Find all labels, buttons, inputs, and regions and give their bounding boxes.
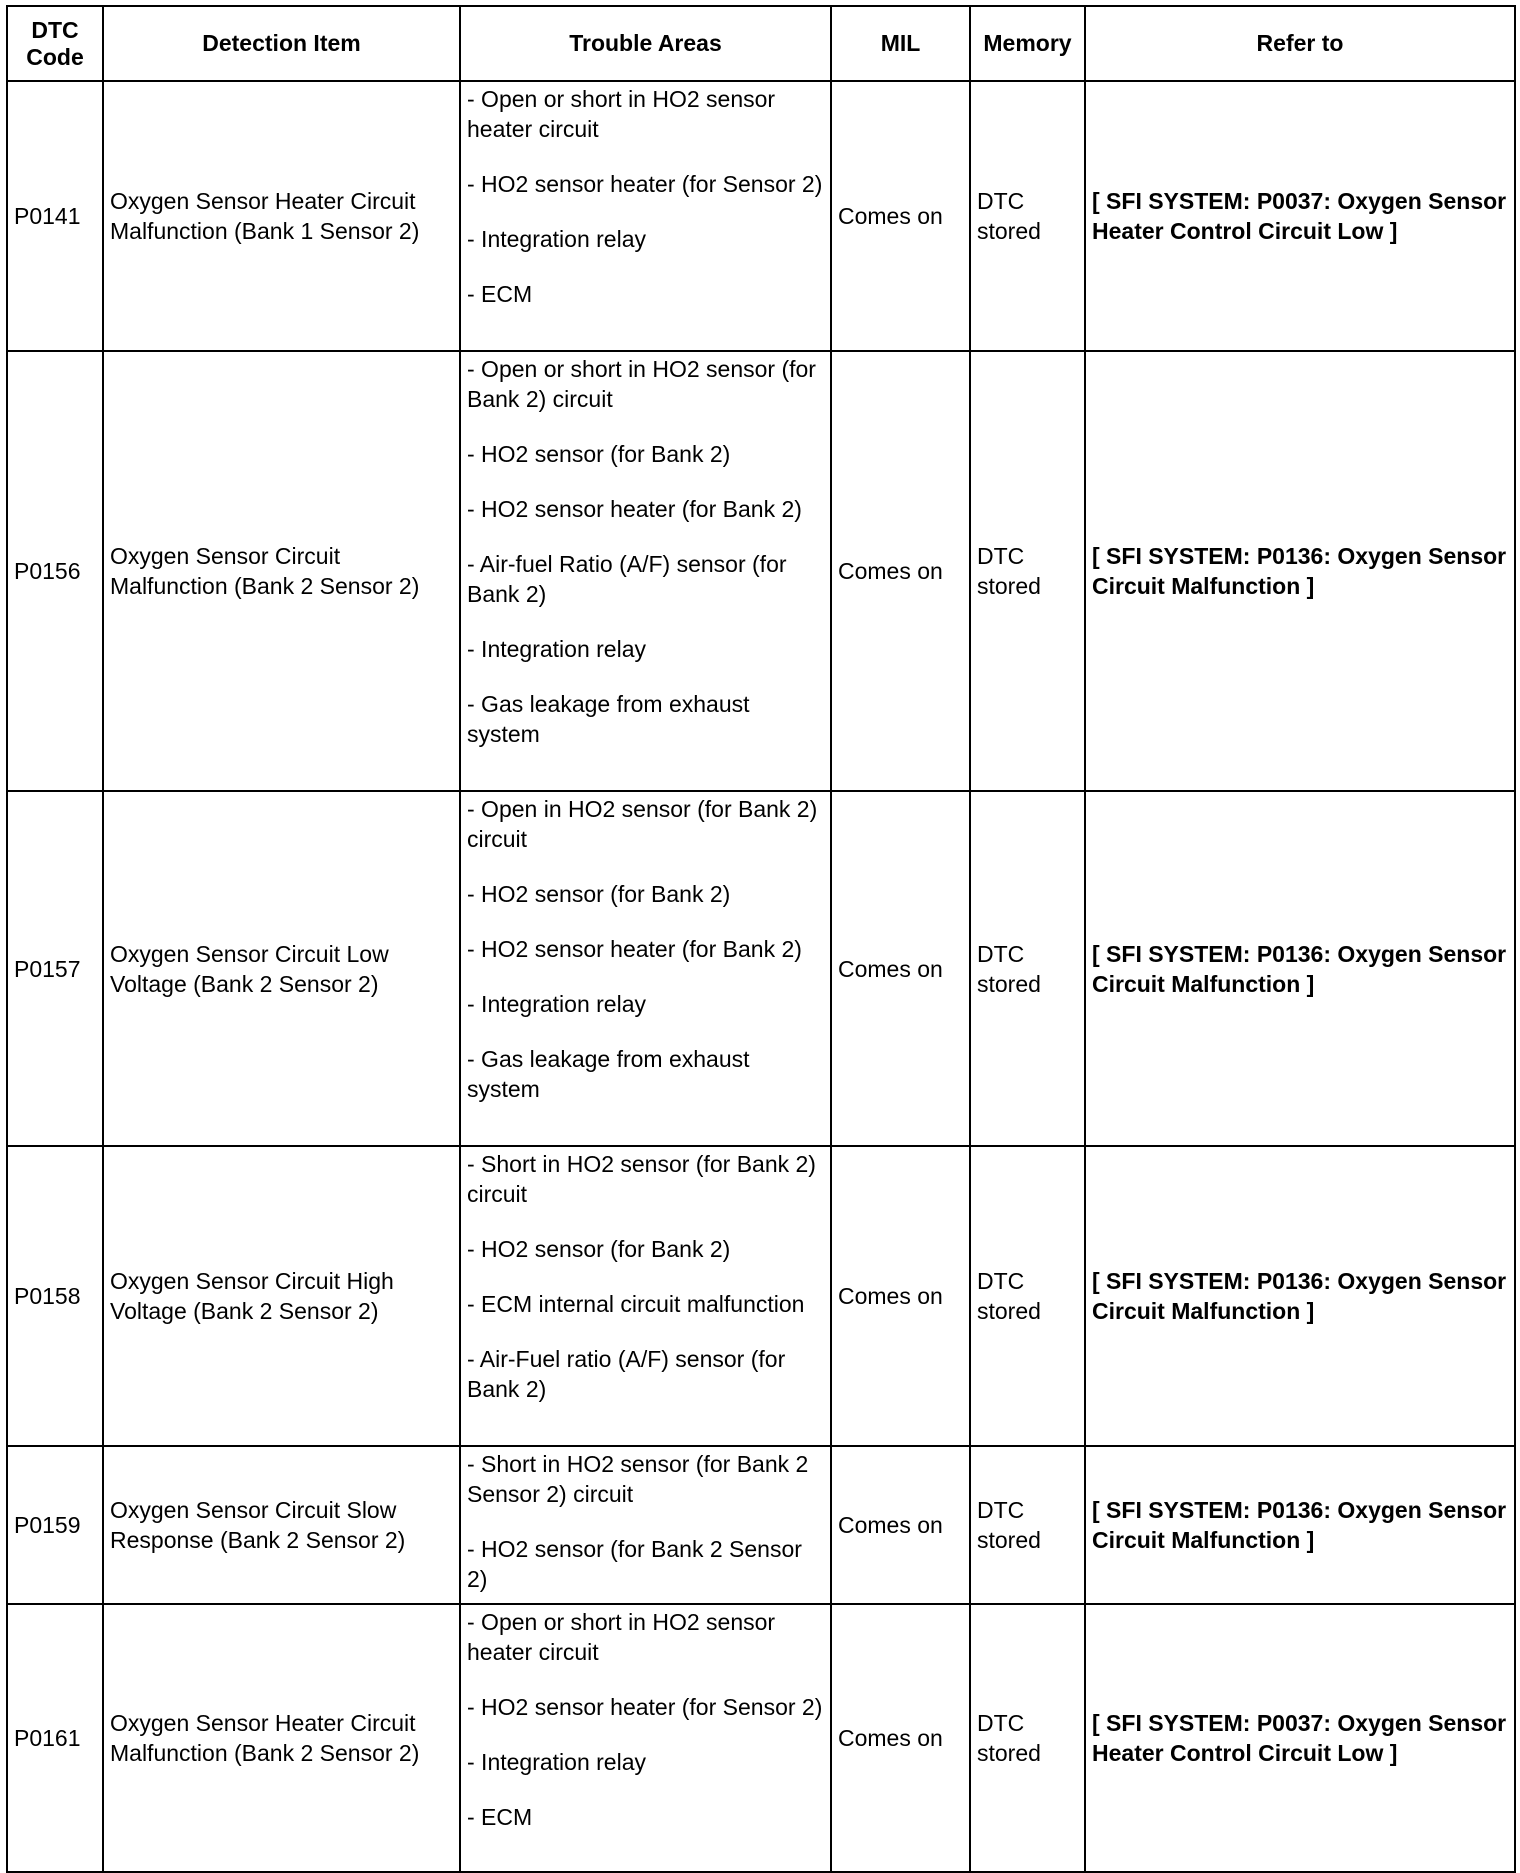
header-detection-item: Detection Item bbox=[103, 6, 460, 81]
mil-cell: Comes on bbox=[831, 351, 970, 791]
trouble-area-item: - HO2 sensor heater (for Sensor 2) bbox=[467, 1694, 823, 1720]
dtc-code-cell: P0157 bbox=[7, 791, 103, 1146]
trouble-area-item: - HO2 sensor heater (for Sensor 2) bbox=[467, 171, 823, 197]
header-memory: Memory bbox=[970, 6, 1085, 81]
mil-cell: Comes on bbox=[831, 791, 970, 1146]
trouble-areas-cell bbox=[460, 351, 831, 791]
trouble-areas-cell bbox=[460, 81, 831, 351]
trouble-area-item: - Integration relay bbox=[467, 1749, 646, 1775]
trouble-area-item: - HO2 sensor heater (for Bank 2) bbox=[467, 496, 802, 522]
mil-cell: Comes on bbox=[831, 1446, 970, 1604]
trouble-areas-cell bbox=[460, 1446, 831, 1604]
detection-item-cell: Oxygen Sensor Circuit High Voltage (Bank 2 Sensor 2) bbox=[103, 1146, 460, 1446]
memory-cell: DTC stored bbox=[970, 791, 1085, 1146]
detection-item-cell: Oxygen Sensor Heater Circuit Malfunction (Bank 2 Sensor 2) bbox=[103, 1604, 460, 1872]
mil-cell: Comes on bbox=[831, 81, 970, 351]
header-mil: MIL bbox=[831, 6, 970, 81]
table-row bbox=[7, 81, 1515, 351]
trouble-area-item: - HO2 sensor heater (for Bank 2) bbox=[467, 936, 802, 962]
trouble-area-item: - Air-fuel Ratio (A/F) sensor (for Bank 2) bbox=[467, 551, 787, 607]
refer-to-link[interactable]: [ SFI SYSTEM: P0136: Oxygen Sensor Circuit Malfunction ] bbox=[1085, 1446, 1515, 1604]
trouble-area-item: - Open or short in HO2 sensor heater circuit bbox=[467, 1609, 776, 1665]
trouble-area-item: - Short in HO2 sensor (for Bank 2) circuit bbox=[467, 1151, 816, 1207]
table-row bbox=[7, 351, 1515, 791]
trouble-areas-cell bbox=[460, 791, 831, 1146]
trouble-area-item: - ECM bbox=[467, 1804, 533, 1830]
dtc-code-cell: P0156 bbox=[7, 351, 103, 791]
trouble-area-item: - HO2 sensor (for Bank 2) bbox=[467, 1236, 731, 1262]
trouble-area-item: - ECM internal circuit malfunction bbox=[467, 1291, 805, 1317]
trouble-area-item: - Integration relay bbox=[467, 636, 646, 662]
refer-to-link[interactable]: [ SFI SYSTEM: P0037: Oxygen Sensor Heater Control Circuit Low ] bbox=[1085, 81, 1515, 351]
table-row bbox=[7, 1146, 1515, 1446]
trouble-areas-cell bbox=[460, 1604, 831, 1872]
dtc-table bbox=[6, 5, 1516, 1873]
mil-cell: Comes on bbox=[831, 1146, 970, 1446]
detection-item-cell: Oxygen Sensor Heater Circuit Malfunction (Bank 1 Sensor 2) bbox=[103, 81, 460, 351]
detection-item-cell: Oxygen Sensor Circuit Low Voltage (Bank 2 Sensor 2) bbox=[103, 791, 460, 1146]
trouble-area-item: - Gas leakage from exhaust system bbox=[467, 1046, 750, 1102]
trouble-area-item: - Integration relay bbox=[467, 226, 646, 252]
trouble-area-item: - Integration relay bbox=[467, 991, 646, 1017]
refer-to-link[interactable]: [ SFI SYSTEM: P0136: Oxygen Sensor Circuit Malfunction ] bbox=[1085, 791, 1515, 1146]
table-row bbox=[7, 791, 1515, 1146]
table-row bbox=[7, 1604, 1515, 1872]
trouble-area-item: - HO2 sensor (for Bank 2) bbox=[467, 441, 731, 467]
detection-item-cell: Oxygen Sensor Circuit Slow Response (Bank 2 Sensor 2) bbox=[103, 1446, 460, 1604]
trouble-area-item: - Short in HO2 sensor (for Bank 2 Sensor 2) circuit bbox=[467, 1451, 809, 1507]
detection-item-cell: Oxygen Sensor Circuit Malfunction (Bank 2 Sensor 2) bbox=[103, 351, 460, 791]
trouble-area-item: - Open or short in HO2 sensor heater circuit bbox=[467, 86, 776, 142]
memory-cell: DTC stored bbox=[970, 1604, 1085, 1872]
header-row bbox=[7, 6, 1515, 81]
refer-to-link[interactable]: [ SFI SYSTEM: P0037: Oxygen Sensor Heater Control Circuit Low ] bbox=[1085, 1604, 1515, 1872]
memory-cell: DTC stored bbox=[970, 1146, 1085, 1446]
refer-to-link[interactable]: [ SFI SYSTEM: P0136: Oxygen Sensor Circuit Malfunction ] bbox=[1085, 1146, 1515, 1446]
trouble-area-item: - Air-Fuel ratio (A/F) sensor (for Bank 2) bbox=[467, 1346, 786, 1402]
trouble-area-item: - Gas leakage from exhaust system bbox=[467, 691, 750, 747]
trouble-area-item: - ECM bbox=[467, 281, 533, 307]
table-body bbox=[7, 81, 1515, 1872]
dtc-code-cell: P0141 bbox=[7, 81, 103, 351]
trouble-area-item: - HO2 sensor (for Bank 2) bbox=[467, 881, 731, 907]
header-trouble-areas: Trouble Areas bbox=[460, 6, 831, 81]
table-row bbox=[7, 1446, 1515, 1604]
trouble-area-item: - Open in HO2 sensor (for Bank 2) circuit bbox=[467, 796, 818, 852]
dtc-code-cell: P0158 bbox=[7, 1146, 103, 1446]
dtc-code-cell: P0161 bbox=[7, 1604, 103, 1872]
memory-cell: DTC stored bbox=[970, 81, 1085, 351]
memory-cell: DTC stored bbox=[970, 1446, 1085, 1604]
trouble-areas-cell bbox=[460, 1146, 831, 1446]
dtc-table-container bbox=[6, 5, 1514, 1873]
dtc-code-cell: P0159 bbox=[7, 1446, 103, 1604]
memory-cell: DTC stored bbox=[970, 351, 1085, 791]
refer-to-link[interactable]: [ SFI SYSTEM: P0136: Oxygen Sensor Circuit Malfunction ] bbox=[1085, 351, 1515, 791]
header-dtc-code: DTC Code bbox=[7, 6, 103, 81]
mil-cell: Comes on bbox=[831, 1604, 970, 1872]
trouble-area-item: - HO2 sensor (for Bank 2 Sensor 2) bbox=[467, 1536, 802, 1592]
header-refer-to: Refer to bbox=[1085, 6, 1515, 81]
trouble-area-item: - Open or short in HO2 sensor (for Bank 2) circuit bbox=[467, 356, 816, 412]
